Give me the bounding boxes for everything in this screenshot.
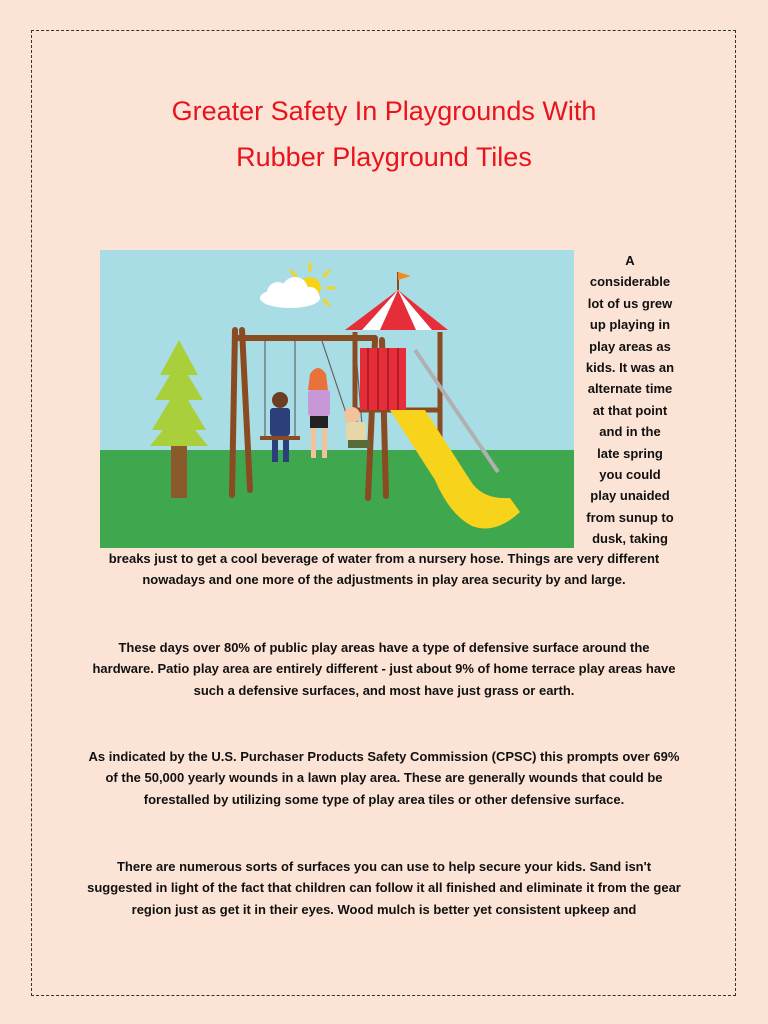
side-line: you could bbox=[599, 467, 661, 483]
side-line: from sunup to bbox=[586, 509, 674, 525]
side-line: kids. It was an bbox=[585, 360, 675, 376]
paragraph-4: There are numerous sorts of surfaces you can use to help secure your kids. Sand isn't suggested in light of the fact that children can follow it all finished and eliminate it from the gear region just as get it in their eyes. Wood mulch is better yet consistent upkeep and bbox=[87, 859, 681, 917]
side-line: and in the bbox=[599, 424, 661, 440]
side-line: dusk, taking bbox=[592, 531, 668, 547]
side-line: late spring bbox=[597, 445, 663, 461]
side-line: play areas as bbox=[589, 338, 671, 354]
title-line-2: Rubber Playground Tiles bbox=[236, 142, 532, 172]
side-line: lot of us grew bbox=[587, 295, 673, 311]
page-title bbox=[60, 88, 708, 180]
side-line: considerable bbox=[589, 274, 671, 290]
paragraph-2: These days over 80% of public play areas have a type of defensive surface around the hardware. Patio play area are entirely different - just about 9% of home terrace play areas have such a defensive surfaces, and most have just grass or earth. bbox=[92, 640, 676, 698]
side-line: alternate time bbox=[587, 381, 673, 397]
playground-illustration bbox=[100, 250, 574, 548]
paragraph-3: As indicated by the U.S. Purchaser Products Safety Commission (CPSC) this prompts over 69% of the 50,000 yearly wounds in a lawn play area. These are generally wounds that could be forestalled by utilizing some type of play area tiles or other defensive surface. bbox=[88, 749, 680, 807]
side-line: up playing in bbox=[589, 317, 671, 333]
paragraph-1-side-text bbox=[578, 250, 682, 550]
side-line: at that point bbox=[592, 402, 668, 418]
side-line: A bbox=[625, 253, 635, 268]
side-line: play unaided bbox=[590, 488, 670, 504]
title-line-1: Greater Safety In Playgrounds With bbox=[171, 96, 597, 126]
paragraph-1-continued: breaks just to get a cool beverage of water from a nursery hose. Things are very different nowadays and one more of the adjustments in play area security by and large. bbox=[108, 551, 660, 588]
